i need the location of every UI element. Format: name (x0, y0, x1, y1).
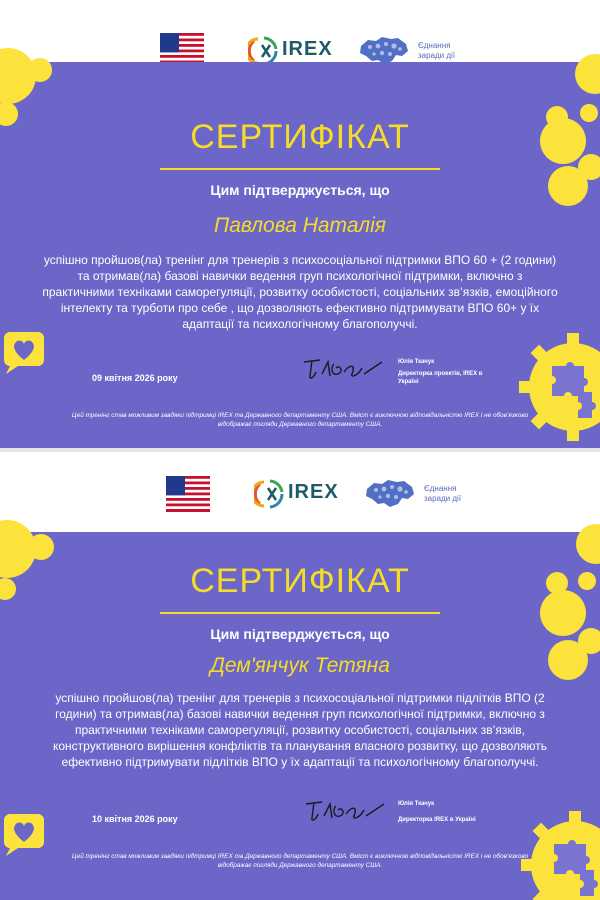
signer-block (398, 800, 508, 824)
decor-dot (28, 534, 54, 560)
signer-title: Директорка проектів, IREX в Україні (398, 371, 483, 385)
signer-block (398, 358, 488, 386)
funding-disclaimer: Цей тренінг став можливим завдяки підтримці IREX та Державного департаменту США. Вміст є виключною відповідальністю IREX і не обов’язково відображає погляди Державного департаменту США. (71, 412, 529, 428)
irex-wordmark: IREX (282, 38, 333, 60)
funding-disclaimer: Цей тренінг став можливим завдяки підтримці IREX та Державного департаменту США. Вміст є виключною відповідальністю IREX і не обов’язково відображає погляди Державного департаменту США. (71, 853, 529, 869)
irex-logo-icon (254, 476, 288, 512)
unity-slogan (418, 41, 478, 61)
certificate-description: успішно пройшов(ла) тренінг для тренерів з психосоціальної підтримки ВПО 60 + (2 години) та отримав(ла) базові навички ведення груп психологічної підтримки, включно з практичними техніками саморегуляції, розвитку особистості, соціальних зв’язків, емоційного інтелекту та турботи про себе , що дозволяють ефективно підтримувати ВПО 60+ у їх адаптації та психологічному благополуччі. (42, 253, 558, 331)
certificate-body (0, 62, 600, 448)
heart-badge-icon (0, 328, 48, 376)
certificate-date: 09 квітня 2026 року (92, 373, 178, 383)
recipient-name: Павлова Наталія (214, 214, 386, 237)
decor-dot (28, 58, 52, 82)
certificate-2 (0, 452, 600, 900)
certificate-date: 10 квітня 2026 року (92, 814, 178, 824)
certificate-1 (0, 0, 600, 448)
us-flag-icon (166, 476, 210, 512)
unity-slogan (424, 484, 484, 504)
ukraine-map-icon (364, 477, 416, 511)
unity-line-2: заради дії (418, 51, 456, 60)
signer-name: Юлія Ткачук (398, 801, 435, 807)
irex-logo (254, 476, 344, 512)
certificate-subtitle: Цим підтверджується, що (210, 182, 390, 198)
signer-title: Директорка IREX в Україні (398, 817, 476, 823)
unity-line-1: Єднання (424, 484, 457, 493)
title-underline (160, 612, 440, 614)
unity-line-1: Єднання (418, 41, 451, 50)
certificate-subtitle: Цим підтверджується, що (210, 626, 390, 642)
decor-dot (578, 154, 600, 180)
certificate-description: успішно пройшов(ла) тренінг для тренерів з психосоціальної підтримки підлітків ВПО (2 години) та отримав(ла) базові навички ведення груп психологічної підтримки, включно з практичними техніками саморегуляції, розвитку особистості, соціальних зв’язків, конструктивного вирішення конфліктів та планування власного розвитку, що дозволяють ефективно підтримувати підлітків ВПО у їх адаптації та психологічному благополуччі. (52, 691, 548, 769)
heart-badge-icon (0, 810, 48, 858)
certificate-header (0, 0, 600, 62)
irex-wordmark: IREX (288, 481, 339, 503)
recipient-name: Дем'янчук Тетяна (210, 654, 390, 677)
signer-name: Юлія Ткачук (398, 359, 435, 365)
signature-icon (302, 796, 388, 824)
unity-line-2: заради дії (424, 494, 462, 503)
certificate-title: СЕРТИФІКАТ (190, 118, 410, 156)
certificate-header (0, 452, 600, 532)
signature-icon (300, 354, 386, 382)
certificate-title: СЕРТИФІКАТ (190, 562, 410, 600)
certificate-body (0, 532, 600, 900)
title-underline (160, 168, 440, 170)
